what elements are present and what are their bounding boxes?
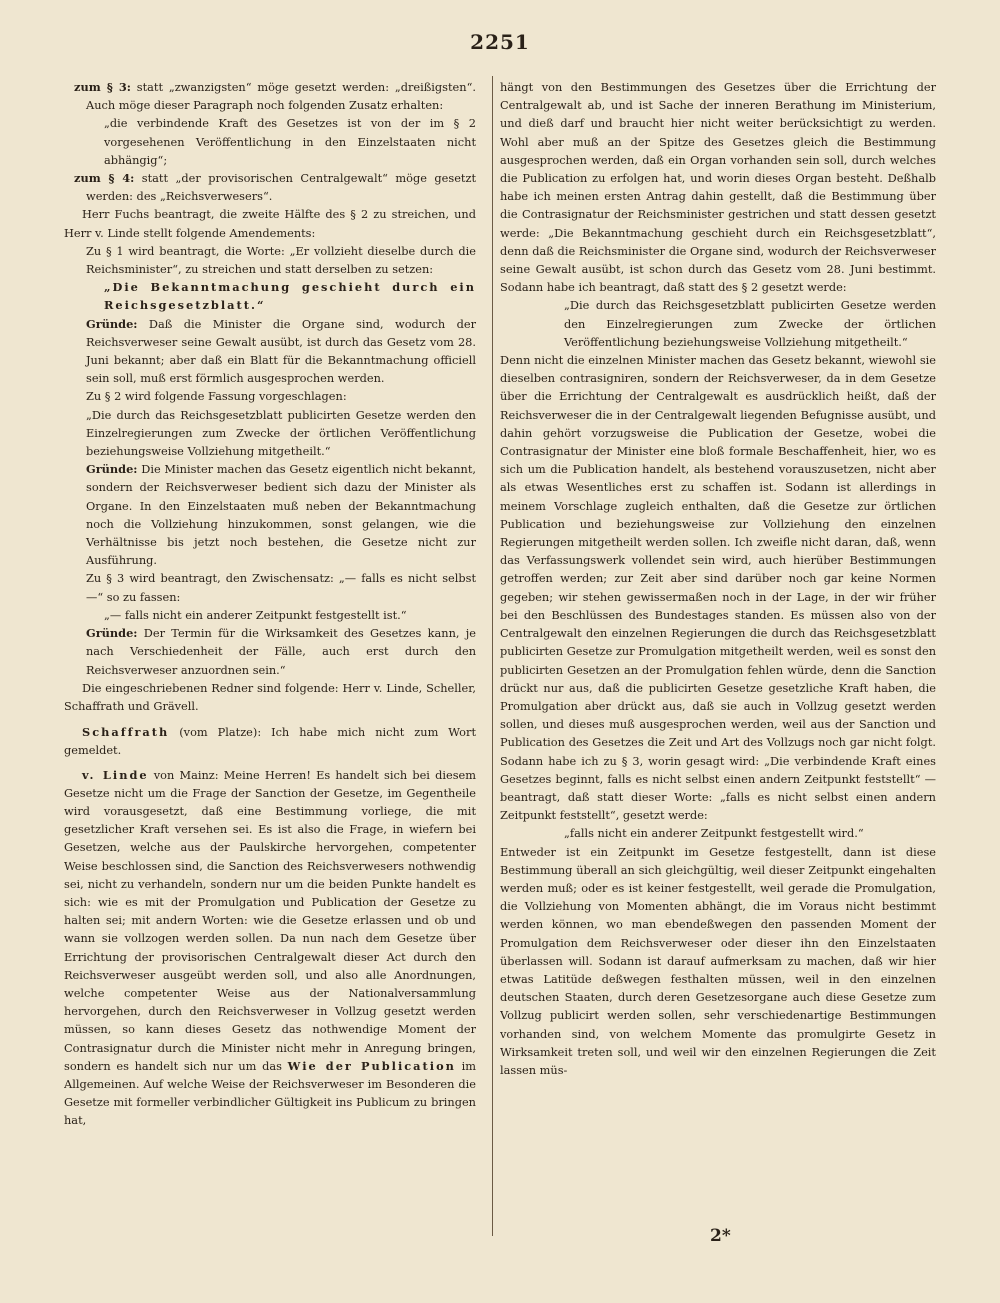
paragraph: Zu § 3 wird beantragt, den Zwischensatz: „— falls es nicht selbst —“ so zu fassen: — [86, 571, 476, 604]
label: Gründe: — [86, 462, 138, 477]
text: statt „der provisorischen Centralgewalt“ möge gesetzt werden: des „Reichsverwesers“. — [86, 171, 476, 204]
paragraph — [64, 78, 476, 114]
text: Der Termin für die Wirksamkeit des Gesetzes kann, je nach Verschiedenheit der Fälle, auch erst durch den Reichsverweser anzuordnen sein.“ — [86, 626, 476, 677]
text: statt „zwanzigsten“ möge gesetzt werden: „dreißigsten“. Auch möge dieser Paragraph noch folgenden Zusatz erhalten: — [86, 80, 476, 113]
emphasis: Wie der Publication — [287, 1058, 456, 1073]
quoted-text: „Die durch das Reichsgesetzblatt publicirten Gesetze werden den Einzelregierungen zum Zwecke der örtlichen Veröffentlichung beziehungsweise Vollziehung mitgetheilt.“ — [86, 407, 476, 459]
speaker-name: Schaffrath — [82, 725, 170, 740]
quoted-text: „Die durch das Reichsgesetzblatt publicirten Gesetze werden den Einzelregierungen zum Zwecke der örtlichen Veröffentlichung beziehungsweise Vollziehung mitgetheilt.“ — [564, 298, 936, 349]
text: (vom Platze): Ich habe mich nicht zum Wort gemeldet. — [64, 725, 476, 758]
text: im Allgemeinen. Auf welche Weise der Reichsverweser im Besonderen die Gesetze mit formeller verbindlicher Gültigkeit ins Publicum zu bringen hat, — [64, 1058, 476, 1128]
text: Die Minister machen das Gesetz eigentlich nicht bekannt, sondern der Reichsverweser bedient sich dazu der Minister als Organe. In den Einzelstaaten muß neben der Bekanntmachung noch die Vollziehung hinzukommen, sonst gelangen, wie die Verhältnisse bis jetzt noch bestehen, die Gesetze nicht zur Ausführung. — [86, 462, 476, 568]
quoted-text: „falls nicht ein anderer Zeitpunkt festgestellt wird.“ — [564, 826, 864, 841]
signature-mark: 2* — [710, 1226, 731, 1246]
paragraph: hängt von den Bestimmungen des Gesetzes über die Errichtung der Centralgewalt ab, und ist Sache der inneren Berathung im Ministerium, und dieß darf und braucht hier nicht weiter berücksichtigt zu werden. Wohl aber muß an der Spitze des Gesetzes gleich die Bestimmung ausgesprochen werden, daß ein Organ vorhanden sein soll, durch welches die Publication zu erfolgen hat, und worin dieses Organ besteht. Deßhalb habe ich meinen ersten Antrag dahin gestellt, daß die Bestimmung über die Contrasignatur der Reichsminister gestrichen und statt dessen gesetzt werde: „Die Bekanntmachung geschieht durch ein Reichsgesetzblatt“, denn daß die Reichsminister die Organe sind, wodurch der Reichsverweser seine Gewalt ausübt, ist schon durch das Gesetz vom 28. Juni bestimmt. Sodann habe ich beantragt, daß statt des § 2 gesetzt werde: — [500, 80, 936, 295]
paragraph: Entweder ist ein Zeitpunkt im Gesetze festgestellt, dann ist diese Bestimmung überall an sich gleichgültig, weil dieser Zeitpunkt eingehalten werden muß; oder es ist keiner festgestellt, weil gerade die Promulgation, die Vollziehung von Momenten abhängt, die im Voraus nicht bestimmt werden können, wo man ebendeßwegen den passenden Moment der Promulgation dem Reichsverweser oder dieser ihn den Einzelstaaten überlassen will. Sodann ist darauf aufmerksam zu machen, daß wir hier etwas Latitüde deßwegen festhalten müssen, weil in den einzelnen deutschen Staaten, durch deren Gesetzesorgane auch diese Gesetze zum Vollzug publicirt werden sollen, sehr verschiedenartige Bestimmungen vorhanden sind, von welchem Momente das promulgirte Gesetz in Wirksamkeit treten soll, und weil wir den einzelnen Regierungen die Zeit lassen müs- — [500, 844, 936, 1077]
paragraph: Herr Fuchs beantragt, die zweite Hälfte des § 2 zu streichen, und Herr v. Linde stellt folgende Amendements: — [64, 207, 476, 240]
paragraph — [64, 315, 476, 388]
label: Gründe: — [86, 626, 138, 641]
left-column — [64, 78, 476, 1238]
paragraph — [64, 169, 476, 205]
paragraph — [64, 766, 476, 1130]
section-ref: zum § 3: — [74, 80, 131, 94]
text: von Mainz: Meine Herren! Es handelt sich bei diesem Gesetze nicht um die Frage der Sanction der Gesetze, im Gegentheile wird vorausgesetzt, daß eine Bestimmung vorliege, die mit gesetzlicher Kraft versehen sei. Es ist also die Frage, in wiefern bei Gesetzen, welche aus der Paulskirche hervorgehen, competenter Weise beschlossen sind, die Sanction des Reichsverwesers nothwendig sei, nicht zu verhandeln, sondern nur um die beiden Punkte handelt es sich: wie es mit der Promulgation und Publication der Gesetze zu halten sei; mit andern Worten: wie die Gesetze erlassen und ob und wann sie vollzogen werden sollen. Da nun nach dem Gesetze über Errichtung der provisorischen Centralgewalt dieser Act durch den Reichsverweser ausgeübt werden soll, und also alle Anordnungen, welche competenter Weise aus der Nationalversammlung hervorgehen, durch den Reichsverweser in Vollzug gesetzt werden müssen, so kann dieses Gesetz das nothwendige Moment der Contrasignatur durch die Minister nicht mehr in Anregung bringen, sondern es handelt sich nur um das — [64, 767, 476, 1073]
paragraph: Zu § 1 wird beantragt, die Worte: „Er vollzieht dieselbe durch die Reichsminister“, zu streichen und statt derselben zu setzen: — [86, 243, 476, 277]
paragraph — [64, 624, 476, 679]
paragraph — [64, 723, 476, 759]
speaker-name: v. Linde — [82, 767, 149, 782]
paragraph: Denn nicht die einzelnen Minister machen das Gesetz bekannt, wiewohl sie dieselben contrasigniren, sondern der Reichsverweser, da in dem Gesetze über die Errichtung der Centralgewalt es ausdrücklich heißt, daß der Reichsverweser die in der Centralgewalt liegenden Befugnisse ausübt, und dahin gehört vorzugsweise die Publication der Gesetze, wobei die Contrasignatur der Minister eine bloß formale Beschaffenheit, hier, wo es sich um die Publication handelt, als bestehend vorauszusetzen, nicht aber als etwas Wesentliches erst zu schaffen ist. Sodann ist allerdings in meinem Vorschlage zugleich enthalten, daß die Gesetze zur örtlichen Publication und beziehungsweise zur Vollziehung den einzelnen Regierungen mitgetheilt werden sollen. Ich zweifle nicht daran, daß, wenn das Verfassungswerk vollendet sein wird, auch hierüber Bestimmungen getroffen werden; zur Zeit aber sind darüber noch gar keine Normen gegeben; wir stehen gewissermaßen noch in der Lage, in der wir früher bei den Beschlüssen des Bundestages standen. Es müssen also von der Centralgewalt den einzelnen Regierungen die durch das Reichsgesetzblatt publicirten Gesetze zur Promulgation mitgetheilt werden, weil es sonst den publicirten Gesetzen an der Promulgation fehlen würde, denn die Sanction drückt nur aus, daß die publicirten Gesetze gesetzliche Kraft haben, die Promulgation aber drückt aus, daß sie auch in Vollzug gesetzt werden sollen, und dieses muß ausgesprochen werden, weil aus der Sanction und Publication des Gesetzes die Zeit und Art des Vollzugs noch gar nicht folgt. Sodann habe ich zu § 3, worin gesagt wird: „Die verbindende Kraft eines Gesetzes beginnt, falls es nicht selbst einen andern Zeitpunkt feststellt“ — beantragt, daß statt dieser Worte: „falls es nicht selbst einen andern Zeitpunkt feststellt“, gesetzt werde: — [500, 353, 936, 823]
paragraph: Die eingeschriebenen Redner sind folgende: Herr v. Linde, Scheller, Schaffrath und Grävell. — [64, 680, 476, 713]
quoted-text: „Die Bekanntmachung geschieht durch ein Reichsgesetzblatt.“ — [104, 280, 476, 313]
page-number: 2251 — [470, 30, 530, 54]
right-column — [500, 78, 936, 1238]
text: Daß die Minister die Organe sind, wodurch der Reichsverweser seine Gewalt ausübt, ist durch das Gesetz vom 28. Juni bekannt; aber daß ein Blatt für die Bekanntmachung officiell sein soll, muß erst förmlich ausgesprochen werden. — [86, 316, 476, 386]
column-divider — [492, 76, 493, 1236]
paragraph — [64, 460, 476, 569]
quoted-text: „— falls nicht ein anderer Zeitpunkt festgestellt ist.“ — [104, 607, 407, 622]
paragraph: Zu § 2 wird folgende Fassung vorgeschlagen: — [86, 389, 347, 404]
label: Gründe: — [86, 316, 138, 331]
quoted-text: „die verbindende Kraft des Gesetzes ist von der im § 2 vorgesehenen Veröffentlichung in den Einzelstaaten nicht abhängig“; — [104, 116, 476, 167]
section-ref: zum § 4: — [74, 171, 135, 186]
